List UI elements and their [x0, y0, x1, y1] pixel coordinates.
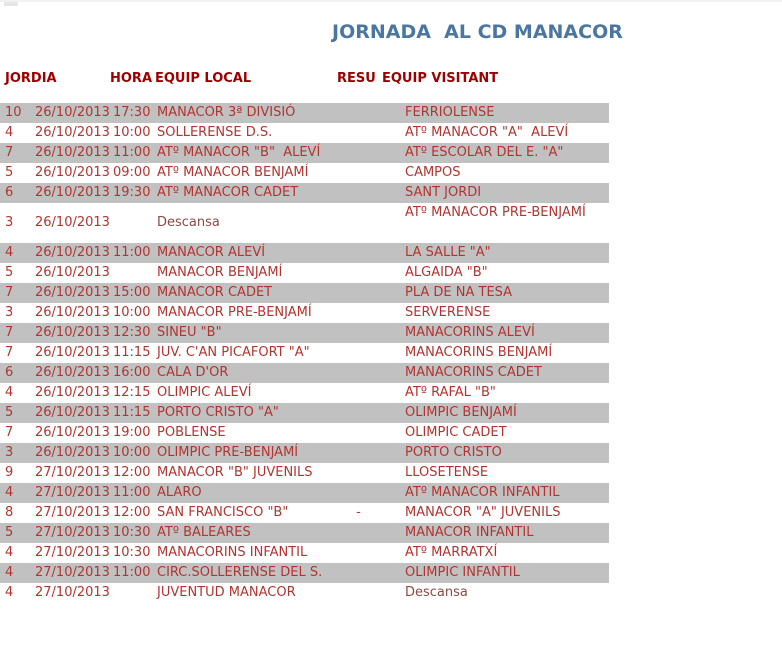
cell-local: POBLENSE [157, 425, 226, 440]
cell-visitant: OLIMPIC BENJAMÍ [380, 403, 609, 423]
cell-local: OLIMPIC ALEVÍ [157, 385, 252, 400]
cell-hora: 17:30 [110, 103, 155, 123]
cell-date: 26/10/2013 [33, 283, 110, 303]
cell-hora: 11:00 [110, 243, 155, 263]
cell-visitant: SERVERENSE [405, 305, 491, 320]
cell-visitant: ATº MANACOR PRE-BENJAMÍ [405, 205, 586, 220]
cell-hora [110, 203, 155, 243]
cell-date: 27/10/2013 [35, 545, 110, 560]
cell-hora: 10:30 [110, 523, 155, 543]
cell-date: 27/10/2013 [33, 523, 110, 543]
page-title: JORNADA AL CD MANACOR [332, 21, 623, 43]
cell-date: 26/10/2013 [35, 125, 110, 140]
cell-resu [337, 163, 380, 183]
table-row [0, 483, 609, 503]
table-row [0, 283, 609, 303]
cell-date: 26/10/2013 [33, 243, 110, 263]
cell-jornada: 8 [5, 505, 14, 520]
cell-resu [337, 323, 380, 343]
cell-resu [337, 123, 380, 143]
cell-jornada: 4 [0, 243, 33, 263]
cell-hora: 15:00 [110, 283, 155, 303]
table-row [0, 343, 609, 363]
cell-resu [337, 443, 380, 463]
cell-local: SINEU "B" [155, 323, 337, 343]
cell-date: 26/10/2013 [35, 305, 110, 320]
table-row [0, 163, 609, 183]
table-row [0, 443, 609, 463]
cell-hora: 12:15 [113, 385, 151, 400]
table-row [0, 503, 609, 523]
table-row [0, 523, 609, 543]
cell-hora: 10:00 [110, 443, 155, 463]
cell-local: MANACOR PRE-BENJAMÍ [157, 305, 312, 320]
cell-resu [337, 103, 380, 123]
cell-visitant: OLIMPIC INFANTIL [380, 563, 609, 583]
cell-date: 27/10/2013 [35, 585, 110, 600]
cell-date: 27/10/2013 [33, 563, 110, 583]
cell-resu [337, 183, 380, 203]
cell-resu [337, 403, 380, 423]
table-row [0, 383, 609, 403]
cell-hora: 10:00 [113, 125, 151, 140]
cell-jornada: 5 [0, 523, 33, 543]
cell-hora: 10:00 [113, 305, 151, 320]
cell-resu [337, 583, 380, 603]
table-row [0, 543, 609, 563]
cell-jornada: 7 [0, 143, 33, 163]
cell-jornada: 4 [5, 585, 14, 600]
cell-resu [337, 423, 380, 443]
cell-date: 26/10/2013 [33, 443, 110, 463]
cell-resu [337, 383, 380, 403]
cell-resu [337, 563, 380, 583]
column-header-jornada: JORDIA [5, 71, 57, 86]
cell-local: MANACOR CADET [155, 283, 337, 303]
cell-visitant: SANT JORDI [380, 183, 609, 203]
cell-visitant: PORTO CRISTO [380, 443, 609, 463]
cell-local: MANACORINS INFANTIL [157, 545, 308, 560]
cell-hora: 11:00 [110, 483, 155, 503]
table-row [0, 423, 609, 443]
cell-jornada: 6 [0, 183, 33, 203]
cell-hora: 09:00 [113, 165, 151, 180]
cell-local: MANACOR ALEVÍ [155, 243, 337, 263]
cell-jornada: 4 [5, 125, 14, 140]
table-row [0, 123, 609, 143]
cell-jornada: 7 [0, 323, 33, 343]
cell-local: CALA D'OR [155, 363, 337, 383]
cell-local: CIRC.SOLLERENSE DEL S. [155, 563, 337, 583]
cell-hora [110, 583, 155, 603]
cell-visitant: MANACORINS ALEVÍ [380, 323, 609, 343]
cell-jornada: 6 [0, 363, 33, 383]
cell-local: MANACOR BENJAMÍ [157, 265, 283, 280]
cell-date: 26/10/2013 [33, 403, 110, 423]
cell-visitant: ATº MARRATXÍ [405, 545, 498, 560]
cell-jornada: 9 [5, 465, 14, 480]
cell-local: MANACOR 3ª DIVISIÓ [155, 103, 337, 123]
cell-jornada: 5 [5, 165, 14, 180]
cell-jornada: 7 [0, 283, 33, 303]
table-row [0, 303, 609, 323]
table-row [0, 243, 609, 263]
cell-resu [337, 543, 380, 563]
table-row [0, 323, 609, 343]
cell-local: ALARO [155, 483, 337, 503]
top-edge-strip [0, 0, 782, 2]
cell-date: 26/10/2013 [35, 425, 110, 440]
cell-visitant: ATº RAFAL "B" [405, 385, 496, 400]
cell-jornada: 4 [0, 563, 33, 583]
cell-visitant: MANACORINS CADET [380, 363, 609, 383]
cell-visitant: MANACORINS BENJAMÍ [405, 345, 553, 360]
cell-visitant: CAMPOS [405, 165, 461, 180]
cell-hora: 11:00 [110, 143, 155, 163]
cell-jornada: 4 [0, 483, 33, 503]
cell-visitant: OLIMPIC CADET [405, 425, 507, 440]
cell-resu: - [356, 505, 361, 520]
cell-jornada: 4 [5, 545, 14, 560]
cell-resu [337, 243, 380, 263]
table-row [0, 403, 609, 423]
cell-hora: 11:15 [113, 345, 151, 360]
cell-local: SAN FRANCISCO "B" [157, 505, 289, 520]
table-row [0, 363, 609, 383]
cell-visitant: ALGAIDA "B" [405, 265, 488, 280]
cell-date: 26/10/2013 [35, 215, 110, 230]
cell-jornada: 10 [0, 103, 33, 123]
cell-local: MANACOR "B" JUVENILS [157, 465, 313, 480]
cell-hora: 12:00 [113, 505, 151, 520]
cell-visitant: FERRIOLENSE [380, 103, 609, 123]
cell-resu [337, 343, 380, 363]
cell-resu [337, 303, 380, 323]
cell-visitant: ATº MANACOR "A" ALEVÍ [405, 125, 569, 140]
cell-visitant: LLOSETENSE [405, 465, 489, 480]
cell-date: 26/10/2013 [33, 323, 110, 343]
table-row [0, 263, 609, 283]
table-row [0, 583, 609, 603]
cell-visitant: MANACOR INFANTIL [380, 523, 609, 543]
cell-local: Descansa [157, 215, 220, 230]
cell-local: JUV. C'AN PICAFORT "A" [157, 345, 310, 360]
column-header-hora: HORA [110, 71, 153, 86]
cell-date: 27/10/2013 [35, 465, 110, 480]
cell-resu [337, 483, 380, 503]
cell-local: SOLLERENSE D.S. [157, 125, 273, 140]
cell-visitant: LA SALLE "A" [380, 243, 609, 263]
cell-resu [337, 203, 380, 243]
cell-date: 27/10/2013 [33, 483, 110, 503]
cell-local: ATº MANACOR "B" ALEVÍ [155, 143, 337, 163]
cell-jornada: 4 [5, 385, 14, 400]
table-row [0, 563, 609, 583]
cell-local: JUVENTUD MANACOR [157, 585, 296, 600]
cell-hora: 10:30 [113, 545, 151, 560]
cell-resu [337, 523, 380, 543]
cell-date: 26/10/2013 [35, 265, 110, 280]
cell-jornada: 3 [0, 443, 33, 463]
cell-local: ATº MANACOR BENJAMÍ [157, 165, 309, 180]
cell-hora: 11:15 [110, 403, 155, 423]
cell-date: 27/10/2013 [35, 505, 110, 520]
cell-hora [110, 263, 155, 283]
cell-jornada: 5 [0, 403, 33, 423]
table-row [0, 103, 609, 123]
cell-hora: 12:00 [113, 465, 151, 480]
cell-date: 26/10/2013 [35, 385, 110, 400]
cell-jornada: 3 [5, 215, 14, 230]
cell-resu [337, 143, 380, 163]
cell-visitant: ATº ESCOLAR DEL E. "A" [380, 143, 609, 163]
cell-local: OLIMPIC PRE-BENJAMÍ [155, 443, 337, 463]
cell-visitant: ATº MANACOR INFANTIL [380, 483, 609, 503]
fixtures-section [0, 70, 609, 603]
cell-resu [337, 283, 380, 303]
cell-date: 26/10/2013 [33, 103, 110, 123]
cell-date: 26/10/2013 [35, 165, 110, 180]
cell-local: ATº BALEARES [155, 523, 337, 543]
cell-resu [337, 363, 380, 383]
table-row [0, 463, 609, 483]
cell-date: 26/10/2013 [33, 363, 110, 383]
cell-hora: 11:00 [110, 563, 155, 583]
cell-jornada: 3 [5, 305, 14, 320]
table-header-row [0, 70, 609, 103]
cell-local: PORTO CRISTO "A" [155, 403, 337, 423]
corner-artifact [4, 2, 18, 6]
table-row [0, 203, 609, 243]
column-header-equip-local: EQUIP LOCAL [155, 71, 252, 86]
cell-hora: 16:00 [110, 363, 155, 383]
column-header-resu: RESU [337, 71, 376, 86]
cell-date: 26/10/2013 [35, 345, 110, 360]
cell-hora: 19:00 [113, 425, 151, 440]
cell-date: 26/10/2013 [33, 183, 110, 203]
cell-hora: 19:30 [110, 183, 155, 203]
cell-date: 26/10/2013 [33, 143, 110, 163]
table-row [0, 143, 609, 163]
fixtures-table [0, 70, 609, 603]
cell-visitant: Descansa [405, 585, 468, 600]
table-row [0, 183, 609, 203]
cell-local: ATº MANACOR CADET [155, 183, 337, 203]
cell-jornada: 7 [5, 345, 14, 360]
cell-resu [337, 263, 380, 283]
cell-resu [337, 463, 380, 483]
cell-hora: 12:30 [110, 323, 155, 343]
cell-visitant: MANACOR "A" JUVENILS [405, 505, 561, 520]
cell-jornada: 5 [5, 265, 14, 280]
column-header-equip-visitant: EQUIP VISITANT [382, 71, 499, 86]
cell-visitant: PLA DE NA TESA [380, 283, 609, 303]
cell-jornada: 7 [5, 425, 14, 440]
